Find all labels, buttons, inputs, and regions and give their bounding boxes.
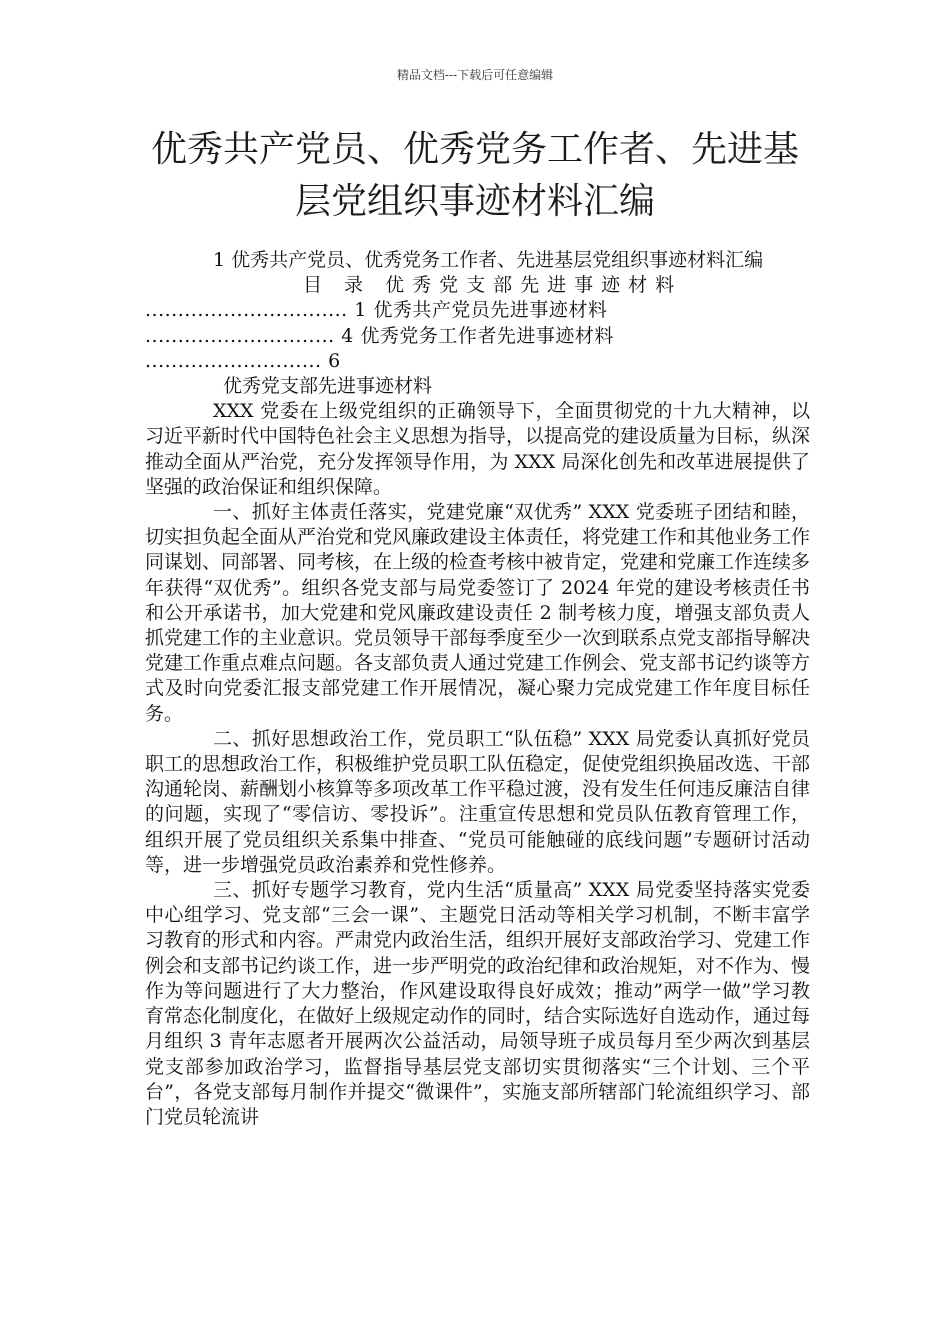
document-body xyxy=(145,248,810,1130)
document-title: 优秀共产党员、优秀党务工作者、先进基层党组织事迹材料汇编 xyxy=(150,129,799,222)
toc-line-1: ............................... 1 优秀共产党员先进事迹材料 xyxy=(145,299,608,322)
paragraph: 二、抓好思想政治工作，党员职工“队伍稳” XXX 局党委认真抓好党员职工的思想政治工作，积极维护党员职工队伍稳定，促使党组织换届改选、干部沟通轮岗、薪酬划小核算等多项改革工作平稳过渡，没有发生任何违反廉洁自律的问题，实现了“零信访、零投诉”。注重宣传思想和党员队伍教育管理工作，组织开展了党员组织关系集中排查、“党员可能触碰的底线问题”专题研讨活动等，进一步增强党员政治素养和党性修养。 xyxy=(145,727,811,876)
toc-line-3: ........................... 6 xyxy=(145,349,341,372)
paragraph: 三、抓好专题学习教育，党内生活“质量高” XXX 局党委坚持落实党委中心组学习、党支部“三会一课”、主题党日活动等相关学习机制，不断丰富学习教育的形式和内容。严肃党内政治生活，组织开展好支部政治学习、党建工作例会和支部书记约谈工作，进一步严明党的政治纪律和政治规矩，对不作为、慢作为等问题进行了大力整治，作风建设取得良好成效；推动”两学一做”学习教育常态化制度化，在做好上级规定动作的同时，结合实际选好自选动作，通过每月组织 3 青年志愿者开展两次公益活动，局领导班子成员每月至少两次到基层党支部参加政治学习，监督指导基层党支部切实贯彻落实“三个计划、三个平台”，各党支部每月制作并提交“微课件”，实施支部所辖部门轮流组织学习、部门党员轮流讲 xyxy=(145,879,811,1128)
subtitle-line: 1 优秀共产党员、优秀党务工作者、先进基层党组织事迹材料汇编 xyxy=(213,249,764,271)
page-header: 精品文档---下载后可任意编辑 xyxy=(396,68,554,82)
section-title: 优秀党支部先进事迹材料 xyxy=(223,375,433,398)
paragraph: XXX 党委在上级党组织的正确领导下，全面贯彻党的十九大精神，以习近平新时代中国特色社会主义思想为指导，以提高党的建设质量为目标，纵深推动全面从严治党，充分发挥领导作用，为 XXX 局深化创先和改革进展提供了坚强的政治保证和组织保障。 xyxy=(145,400,811,498)
toc-line-2: ............................. 4 优秀党务工作者先进事迹材料 xyxy=(145,324,614,347)
paragraph: 一、抓好主体责任落实，党建党廉“双优秀” XXX 党委班子团结和睦，切实担负起全面从严治党和党风廉政建设主体责任，将党建工作和其他业务工作同谋划、同部署、同考核，在上级的检查考核中被肯定，党建和党廉工作连续多年获得“双优秀”。组织各党支部与局党委签订了 2024 年党的建设考核责任书和公开承诺书，加大党建和党风廉政建设责任 2 制考核力度，增强支部负责人抓党建工作的主业意识。党员领导干部每季度至少一次到联系点党支部指导解决党建工作重点难点问题。各支部负责人通过党建工作例会、党支部书记约谈等方式及时向党委汇报支部党建工作开展情况，凝心聚力完成党建工作年度目标任务。 xyxy=(145,501,811,725)
toc-label: 目 录 优秀党支部先进事迹材料 xyxy=(303,274,683,297)
